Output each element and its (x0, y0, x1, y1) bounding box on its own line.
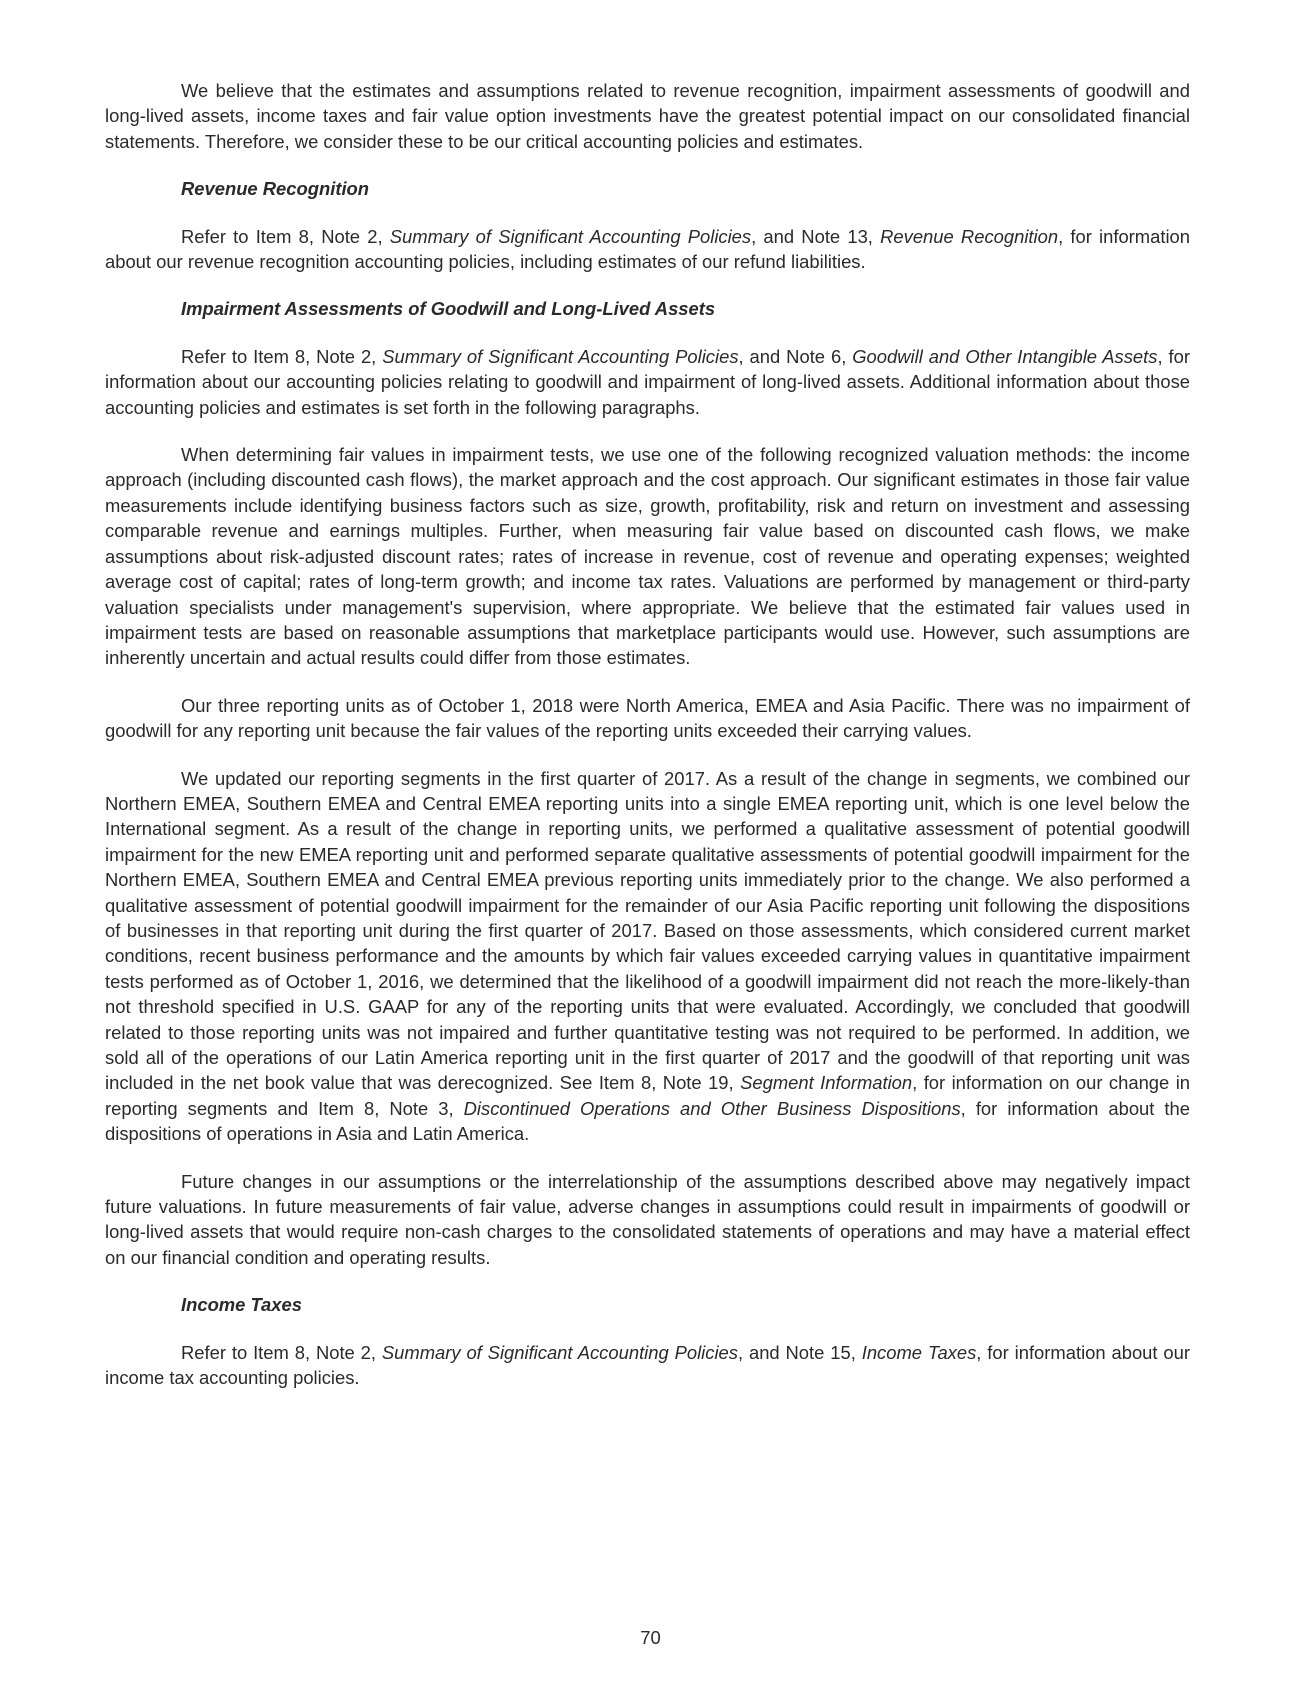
impairment-paragraph-4 (105, 766, 1190, 1147)
text-run: , for information about the dispositions of operations in Asia and Latin America. (105, 1097, 1190, 1145)
intro-paragraph: We believe that the estimates and assumptions related to revenue recognition, impairment assessments of goodwill and long-lived assets, income taxes and fair value option investments have the greatest potential impact on our consolidated financial statements. Therefore, we consider these to be our critical accounting policies and estimates. (105, 80, 1190, 152)
text-run: , and Note 15, (737, 1341, 862, 1363)
document-page (105, 78, 1190, 1412)
reference-income-taxes: Income Taxes (861, 1341, 977, 1363)
impairment-paragraph-5: Future changes in our assumptions or the interrelationship of the assumptions described above may negatively impact future valuations. In future measurements of fair value, adverse changes in assumptions could result in impairments of goodwill or long-lived assets that would require non-cash charges to the consolidated statements of operations and may have a material effect on our financial condition and operating results. (105, 1170, 1190, 1268)
reference-summary-of-significant-accounting-policies: Summary of Significant Accounting Policies (381, 1341, 738, 1363)
text-run: , and Note 13, (751, 225, 881, 247)
reference-discontinued-operations: Discontinued Operations and Other Business Dispositions (463, 1097, 961, 1119)
text-run: Refer to Item 8, Note 2, (181, 1341, 382, 1363)
revenue-recognition-paragraph (105, 224, 1190, 275)
text-run: Refer to Item 8, Note 2, (181, 345, 383, 367)
section-heading-impairment-assessments: Impairment Assessments of Goodwill and Long-Lived Assets (181, 298, 716, 320)
page-number: 70 (640, 1627, 661, 1648)
text-run: , and Note 6, (738, 345, 853, 367)
reference-revenue-recognition: Revenue Recognition (880, 225, 1059, 247)
impairment-paragraph-2: When determining fair values in impairment tests, we use one of the following recognized valuation methods: the income approach (including discounted cash flows), the market approach and the cost approach. Our significant estimates in those fair value measurements include identifying business factors such as size, growth, profitability, risk and return on investment and assessing comparable revenue and earnings multiples. Further, when measuring fair value based on discounted cash flows, we make assumptions about risk-adjusted discount rates; rates of increase in revenue, cost of revenue and operating expenses; weighted average cost of capital; rates of long-term growth; and income tax rates. Valuations are performed by management or third-party valuation specialists under management's supervision, where appropriate. We believe that the estimated fair values used in impairment tests are based on reasonable assumptions that marketplace participants would use. However, such assumptions are inherently uncertain and actual results could differ from those estimates. (105, 444, 1190, 669)
text-run: Refer to Item 8, Note 2, (181, 225, 390, 247)
text-run: , for information about our revenue recognition accounting policies, including estimates of our refund liabilities. (105, 225, 1190, 273)
impairment-paragraph-3: Our three reporting units as of October 1, 2018 were North America, EMEA and Asia Pacific. There was no impairment of goodwill for any reporting unit because the fair values of the reporting units exceeded their carrying values. (105, 694, 1190, 742)
reference-segment-information: Segment Information (740, 1072, 913, 1094)
reference-summary-of-significant-accounting-policies: Summary of Significant Accounting Policies (389, 225, 752, 247)
text-run: , for information about our income tax accounting policies. (105, 1341, 1190, 1389)
income-taxes-paragraph (105, 1340, 1190, 1391)
text-run: , for information about our accounting policies relating to goodwill and impairment of long-lived assets. Additional information about those accounting policies and estimates is set forth in the following paragraphs. (105, 345, 1190, 418)
reference-goodwill-and-other-intangible-assets: Goodwill and Other Intangible Assets (852, 345, 1158, 367)
text-run: , for information on our change in reporting segments and Item 8, Note 3, (105, 1072, 1191, 1119)
text-run: We updated our reporting segments in the first quarter of 2017. As a result of the change in segments, we combined our Northern EMEA, Southern EMEA and Central EMEA reporting units into a single EMEA reporting unit, which is one level below the International segment. As a result of the change in reporting units, we performed a qualitative assessment of potential goodwill impairment for the new EMEA reporting unit and performed separate qualitative assessments of potential goodwill impairment for the Northern EMEA, Southern EMEA and Central EMEA previous reporting units immediately prior to the change. We also performed a qualitative assessment of potential goodwill impairment for the remainder of our Asia Pacific reporting unit following the dispositions of businesses in that reporting unit during the first quarter of 2017. Based on those assessments, which considered current market conditions, recent business performance and the amounts by which fair values exceeded carrying values in quantitative impairment tests performed as of October 1, 2016, we determined that the likelihood of a goodwill impairment did not reach the more-likely-than not threshold specified in U.S. GAAP for any of the reporting units that were evaluated. Accordingly, we concluded that goodwill related to those reporting units was not impaired and further quantitative testing was not required to be performed. In addition, we sold all of the operations of our Latin America reporting unit in the first quarter of 2017 and the goodwill of that reporting unit was included in the net book value that was derecognized. See Item 8, Note 19, (105, 767, 1190, 1094)
section-heading-revenue-recognition: Revenue Recognition (181, 178, 370, 200)
section-heading-income-taxes: Income Taxes (181, 1294, 302, 1316)
impairment-paragraph-1 (105, 344, 1190, 420)
reference-summary-of-significant-accounting-policies: Summary of Significant Accounting Policies (382, 345, 739, 367)
